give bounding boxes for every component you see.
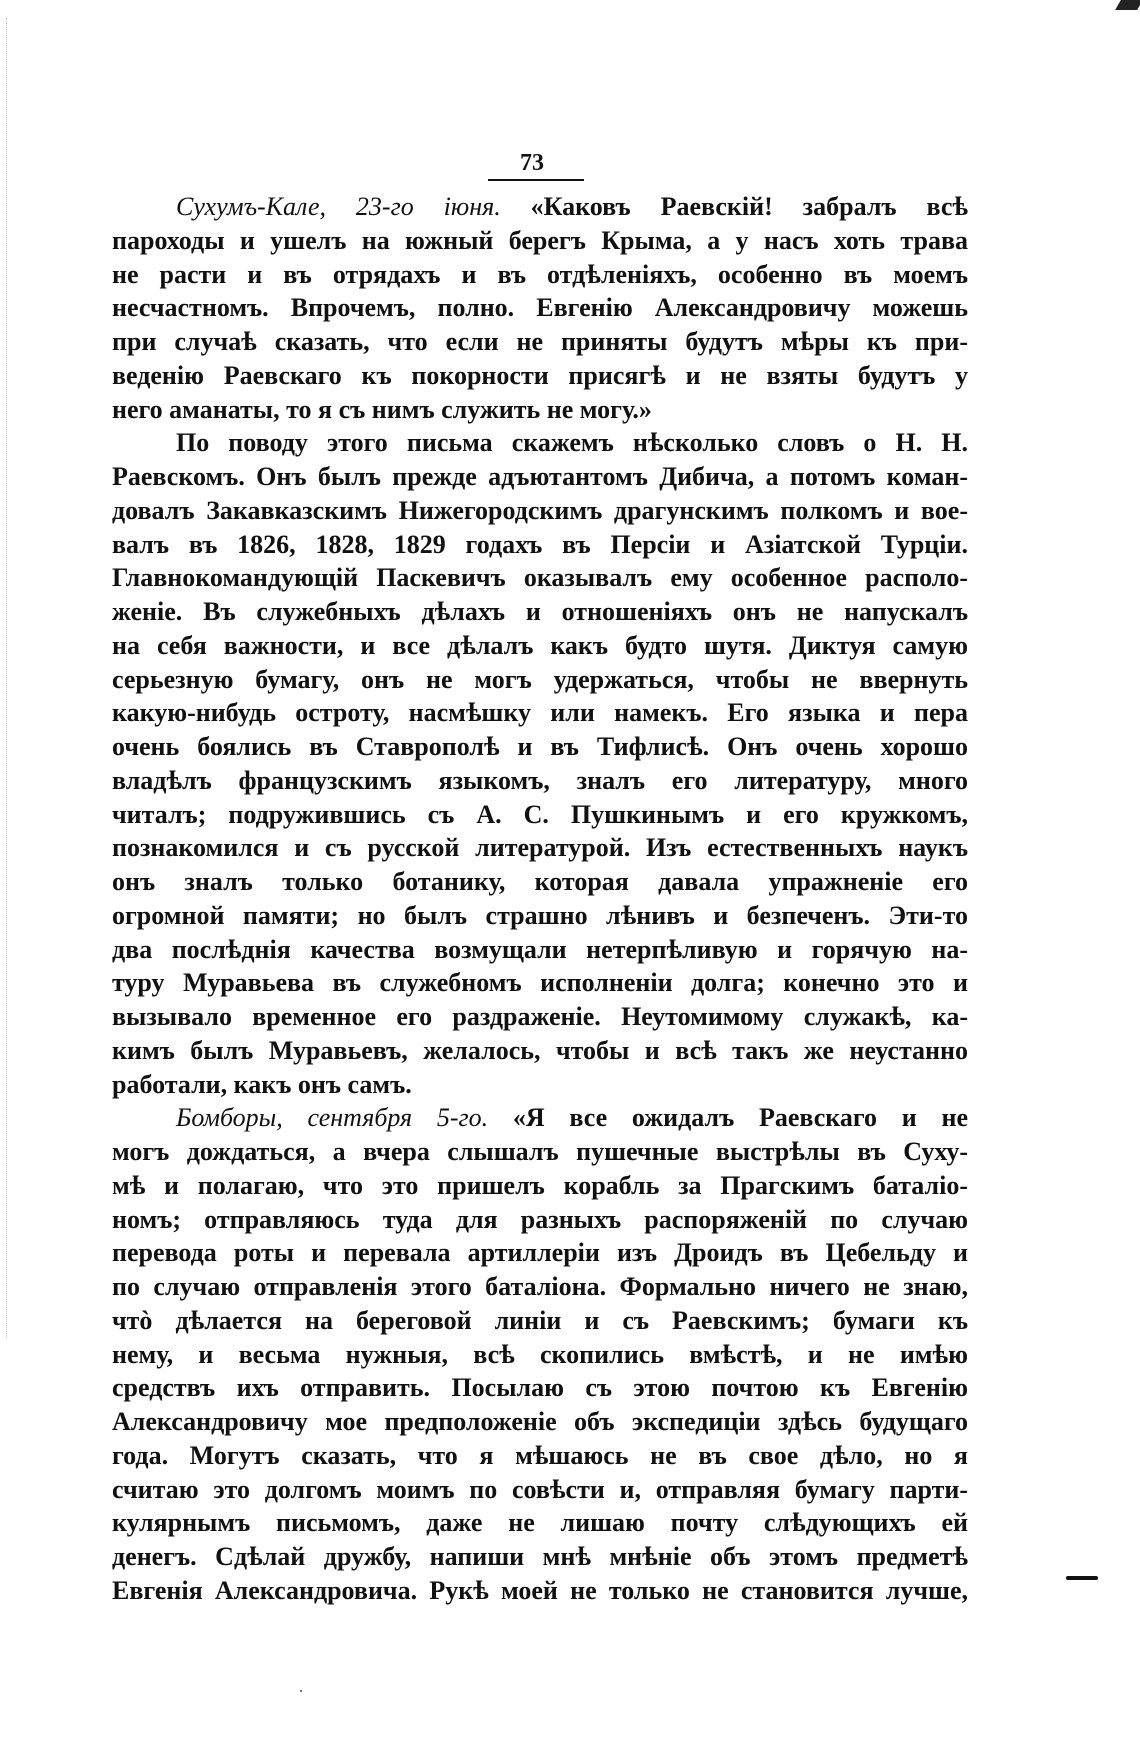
italic-dateline: Бомборы, сентября 5-го. — [176, 1103, 489, 1133]
text-run: номъ; отправляюсь туда для разныхъ распоряженій по случаю — [112, 1204, 968, 1234]
page-body-text — [112, 190, 968, 1608]
text-run: Евгенія Александровича. Рукѣ моей не только не становится лучше, — [112, 1575, 968, 1605]
text-line — [112, 1405, 968, 1439]
text-line — [112, 1574, 968, 1608]
text-run: читалъ; подружившись съ А. С. Пушкинымъ и его кружкомъ, — [112, 799, 968, 829]
text-run: перевода роты и перевала артиллеріи изъ Дроидъ въ Цебельду и — [112, 1238, 968, 1268]
text-run: владѣлъ французскимъ языкомъ, зналъ его литературу, много — [112, 765, 968, 795]
text-line — [112, 291, 968, 325]
text-run: на себя важности, и все дѣлалъ какъ будто шутя. Диктуя самую — [112, 630, 968, 660]
text-line — [112, 1034, 968, 1068]
text-run: огромной памяти; но былъ страшно лѣнивъ и безпеченъ. Эти-то — [112, 900, 968, 930]
text-line — [112, 561, 968, 595]
text-line — [112, 1203, 968, 1237]
text-line — [112, 1473, 968, 1507]
text-run: валъ въ 1826, 1828, 1829 годахъ въ Персіи и Азіатской Турціи. — [112, 529, 968, 559]
text-run: очень боялись въ Ставрополѣ и въ Тифлисѣ. Онъ очень хорошо — [112, 732, 968, 761]
text-line — [112, 426, 968, 460]
text-line — [112, 663, 968, 697]
text-line — [112, 325, 968, 359]
text-line — [112, 696, 968, 730]
text-run: По поводу этого письма скажемъ нѣсколько словъ о Н. Н. — [176, 428, 968, 458]
text-run: Главнокомандующій Паскевичъ оказывалъ ему особенное располо- — [112, 563, 968, 593]
text-line — [112, 258, 968, 292]
text-run: кулярнымъ письмомъ, даже не лишаю почту слѣдующихъ ей — [112, 1508, 968, 1538]
page-number-rule — [488, 179, 584, 181]
text-run: могъ дождаться, а вчера слышалъ пушечные выстрѣлы въ Суху- — [112, 1137, 968, 1166]
text-run: онъ зналъ только ботанику, которая давала упражненіе его — [112, 867, 968, 896]
text-run: средствъ ихъ отправить. Посылаю съ этою почтою къ Евгенію — [112, 1373, 968, 1403]
text-run: Александровичу мое предположеніе объ экспедиціи здѣсь будущаго — [112, 1407, 968, 1436]
text-line — [112, 966, 968, 1000]
text-line — [112, 224, 968, 258]
text-run: женіе. Въ служебныхъ дѣлахъ и отношеніяхъ онъ не напускалъ — [112, 597, 968, 626]
italic-dateline: Сухумъ-Кале, 23-го іюня. — [176, 192, 501, 221]
text-line — [112, 730, 968, 764]
text-line — [112, 1000, 968, 1034]
text-line — [112, 494, 968, 528]
text-line — [112, 1068, 968, 1102]
text-line — [112, 528, 968, 562]
scan-margin-dots — [6, 18, 11, 1338]
page-number: 73 — [520, 150, 544, 176]
text-line — [112, 865, 968, 899]
text-run: года. Могутъ сказать, что я мѣшаюсь не въ свое дѣло, но я — [112, 1440, 968, 1470]
scan-margin-dash — [1066, 1576, 1098, 1580]
text-line — [112, 393, 968, 427]
text-line — [112, 1540, 968, 1574]
text-run: довалъ Закавказскимъ Нижегородскимъ драгунскимъ полкомъ и вое- — [112, 495, 968, 525]
text-line — [112, 1439, 968, 1473]
text-run: пароходы и ушелъ на южный берегъ Крыма, а у насъ хоть трава — [112, 225, 968, 255]
text-line — [112, 1371, 968, 1405]
text-run: работали, какъ онъ самъ. — [112, 1069, 412, 1099]
text-line — [112, 629, 968, 663]
text-line — [112, 1506, 968, 1540]
text-line — [112, 1338, 968, 1372]
text-line — [112, 1135, 968, 1169]
text-run: считаю это долгомъ моимъ по совѣсти и, отправляя бумагу парти- — [112, 1474, 968, 1504]
text-line — [112, 899, 968, 933]
text-run: кимъ былъ Муравьевъ, желалось, чтобы и всѣ такъ же неустанно — [112, 1035, 968, 1065]
text-run: при случаѣ сказать, что если не приняты будутъ мѣры къ при- — [112, 327, 968, 356]
scan-stray-dot — [300, 1690, 302, 1692]
text-line — [112, 798, 968, 832]
text-run: Раевскомъ. Онъ былъ прежде адъютантомъ Дибича, а потомъ коман- — [112, 462, 968, 491]
text-run: по случаю отправленія этого баталіона. Формально ничего не знаю, — [112, 1272, 968, 1301]
text-line — [112, 831, 968, 865]
text-line — [112, 764, 968, 798]
text-run: не расти и въ отрядахъ и въ отдѣленіяхъ, особенно въ моемъ — [112, 259, 968, 289]
text-run: туру Муравьева въ служебномъ исполненіи долга; конечно это и — [112, 968, 968, 998]
text-run: серьезную бумагу, онъ не могъ удержаться, чтобы не ввернуть — [112, 664, 968, 694]
text-line — [112, 1270, 968, 1304]
text-run: мѣ и полагаю, что это пришелъ корабль за Прагскимъ баталіо- — [112, 1170, 968, 1200]
text-run: него аманаты, то я съ нимъ служить не могу.» — [112, 394, 652, 424]
text-run: какую-нибудь остроту, насмѣшку или намекъ. Его языка и пера — [112, 698, 968, 728]
text-run: нему, и весьма нужныя, всѣ скопились вмѣстѣ, и не имѣю — [112, 1339, 968, 1369]
text-line — [112, 359, 968, 393]
text-run: познакомился и съ русской литературой. Изъ естественныхъ наукъ — [112, 833, 968, 863]
scan-corner-mark — [1115, 0, 1140, 10]
text-line — [112, 1236, 968, 1270]
text-run: вызывало временное его раздраженіе. Неутомимому служакѣ, ка- — [112, 1002, 968, 1031]
text-line — [112, 595, 968, 629]
text-line — [112, 1169, 968, 1203]
text-run: «Каковъ Раевскій! забралъ всѣ — [500, 192, 968, 221]
text-run: несчастномъ. Впрочемъ, полно. Евгенію Александровичу можешь — [112, 293, 968, 323]
text-run: «Я все ожидалъ Раевскаго и не — [488, 1103, 968, 1133]
text-run: два послѣднія качества возмущали нетерпѣливую и горячую на- — [112, 934, 968, 964]
text-run: денегъ. Сдѣлай дружбу, напиши мнѣ мнѣніе объ этомъ предметѣ — [112, 1542, 968, 1571]
text-line — [112, 1304, 968, 1338]
text-line — [112, 460, 968, 494]
text-line — [112, 933, 968, 967]
text-line — [112, 1101, 968, 1135]
text-line — [112, 190, 968, 224]
text-run: чтò дѣлается на береговой линіи и съ Раевскимъ; бумаги къ — [112, 1305, 968, 1335]
text-run: веденію Раевскаго къ покорности присягѣ и не взяты будутъ у — [112, 360, 968, 390]
